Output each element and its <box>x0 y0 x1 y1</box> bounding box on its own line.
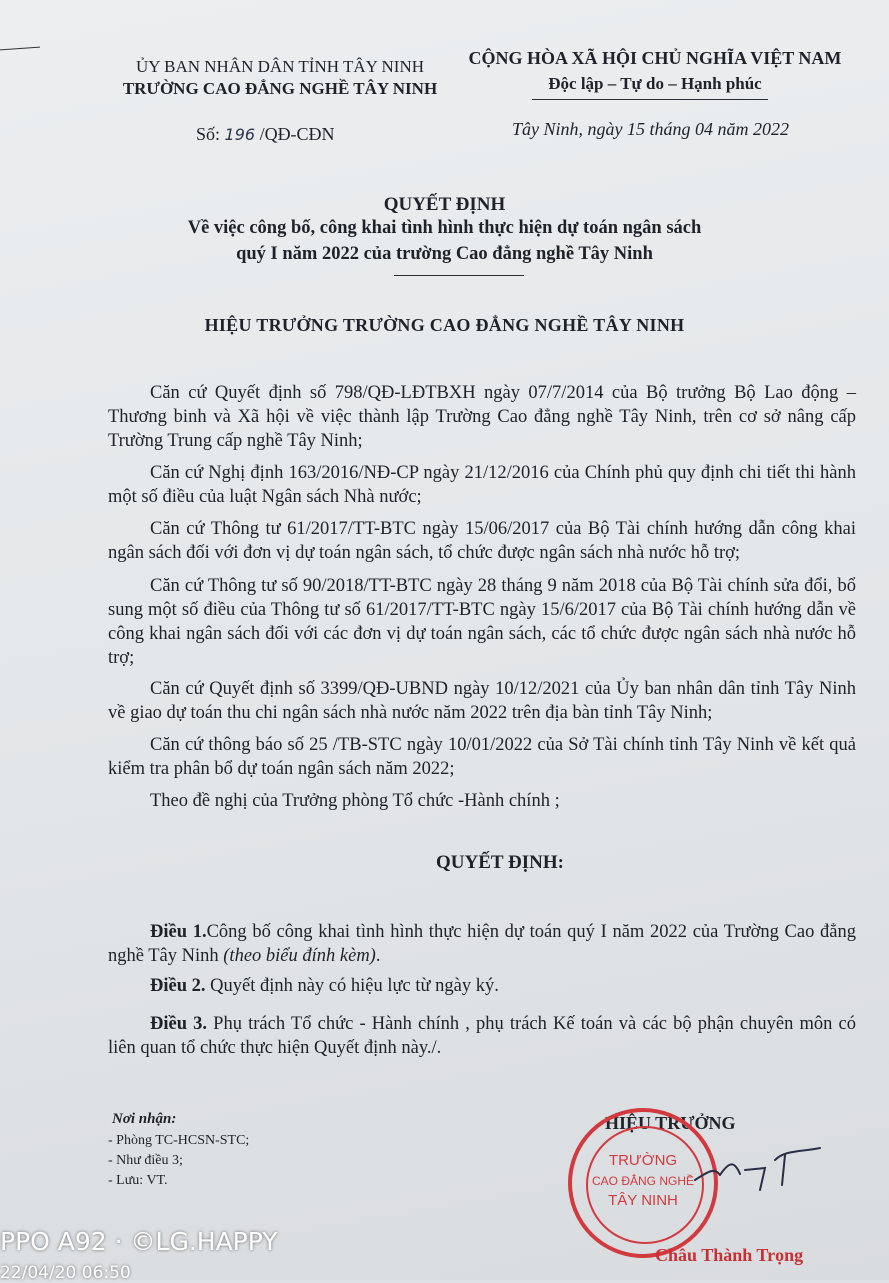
org-name: TRƯỜNG CAO ĐẲNG NGHỀ TÂY NINH <box>122 79 438 98</box>
article-3-text: Phụ trách Tổ chức - Hành chính , phụ trách Kế toán và các bộ phận chuyên môn có liên quan tổ chức thực hiện Quyết định này./. <box>108 1014 856 1058</box>
article-1-note: (theo biểu đính kèm) <box>223 946 376 966</box>
signer-name: Châu Thành Trọng <box>655 1245 804 1265</box>
camera-watermark: PPO A92 · ©LG.HAPPY <box>0 1227 278 1256</box>
number-suffix: /QĐ-CĐN <box>259 124 335 144</box>
legal-basis-4: Căn cứ Thông tư số 90/2018/TT-BTC ngày 28 tháng 9 năm 2018 của Bộ Tài chính sửa đổi, bổ sung một số điều của Thông tư số 61/2017/TT-BTC ngày 15/6/2017 của Bộ Tài chính hướng dẫn về công khai ngân sách đối với các đơn vị dự toán ngân sách, các tổ chức được ngân sách nhà nước hỗ trợ; <box>108 576 856 668</box>
article-1-label: Điều 1. <box>150 922 207 942</box>
stamp-line-1: TRƯỜNG <box>608 1152 678 1169</box>
number-label: Số: <box>196 124 221 144</box>
signer-title: HIỆU TRƯỞNG <box>605 1113 736 1133</box>
legal-basis-7: Theo đề nghị của Trưởng phòng Tổ chức -Hành chính ; <box>150 791 560 811</box>
article-2-text: Quyết định này có hiệu lực từ ngày ký. <box>205 976 499 996</box>
stamp-line-3: TÂY NINH <box>608 1192 678 1209</box>
pen-mark <box>0 47 40 51</box>
recipient-item: - Lưu: VT. <box>108 1173 168 1188</box>
motto-underline <box>532 99 768 100</box>
article-3-label: Điều 3. <box>150 1014 208 1034</box>
decision-subject-line2: quý I năm 2022 của trường Cao đẳng nghề Tây Ninh <box>236 244 653 264</box>
issuing-authority: HIỆU TRƯỞNG TRƯỜNG CAO ĐẲNG NGHỀ TÂY NINH <box>204 315 685 335</box>
legal-basis-1: Căn cứ Quyết định số 798/QĐ-LĐTBXH ngày 07/7/2014 của Bộ trưởng Bộ Lao động – Thương binh và Xã hội về việc thành lập Trường Cao đẳng nghề Tây Ninh, trên cơ sở nâng cấp Trường Trung cấp nghề Tây Ninh; <box>108 383 856 451</box>
legal-basis-2: Căn cứ Nghị định 163/2016/NĐ-CP ngày 21/12/2016 của Chính phủ quy định chi tiết thi hành một số điều của luật Ngân sách Nhà nước; <box>108 463 856 507</box>
number-handwritten: 196 <box>224 125 256 144</box>
article-1-text: Công bố công khai tình hình thực hiện dự toán quý I năm 2022 của Trường Cao đẳng nghề Tây Ninh <box>108 922 856 966</box>
legal-basis-5: Căn cứ Quyết định số 3399/QĐ-UBND ngày 10/12/2021 của Ủy ban nhân dân tỉnh Tây Ninh về giao dự toán thu chi ngân sách nhà nước năm 2022 trên địa bàn tỉnh Tây Ninh; <box>108 679 856 723</box>
article-2-label: Điều 2. <box>150 976 206 996</box>
legal-basis-3: Căn cứ Thông tư 61/2017/TT-BTC ngày 15/06/2017 của Bộ Tài chính hướng dẫn công khai ngân sách đối với đơn vị dự toán ngân sách, tổ chức được ngân sách nhà nước hỗ trợ; <box>108 519 856 563</box>
article-2 <box>108 974 856 998</box>
date-line: Tây Ninh, ngày 15 tháng 04 năm 2022 <box>512 119 789 139</box>
legal-basis-6: Căn cứ thông báo số 25 /TB-STC ngày 10/01/2022 của Sở Tài chính tỉnh Tây Ninh về kết quả kiểm tra phân bổ dự toán ngân sách năm 2022; <box>108 735 856 779</box>
stamp-line-2: CAO ĐẲNG NGHỀ <box>591 1174 694 1188</box>
decision-heading: QUYẾT ĐỊNH: <box>436 852 564 873</box>
article-3 <box>108 1012 856 1060</box>
title-underline <box>394 275 524 276</box>
recipient-item: - Như điều 3; <box>108 1153 183 1168</box>
article-1-end: . <box>375 946 381 966</box>
article-1 <box>108 920 856 968</box>
recipient-item: - Phòng TC-HCSN-STC; <box>108 1133 250 1148</box>
decision-title: QUYẾT ĐỊNH <box>383 194 506 215</box>
decision-subject-line1: Về việc công bố, công khai tình hình thực hiện dự toán ngân sách <box>187 218 702 238</box>
handwritten-signature <box>690 1140 830 1200</box>
org-parent: ỦY BAN NHÂN DÂN TỈNH TÂY NINH <box>135 57 425 76</box>
motto: Độc lập – Tự do – Hạnh phúc <box>548 74 762 93</box>
photo-timestamp: 22/04/20 06:50 <box>0 1263 131 1283</box>
country-name: CỘNG HÒA XÃ HỘI CHỦ NGHĨA VIỆT NAM <box>468 48 842 68</box>
recipients-label: Nơi nhận: <box>112 1111 177 1127</box>
document-number <box>196 124 335 145</box>
